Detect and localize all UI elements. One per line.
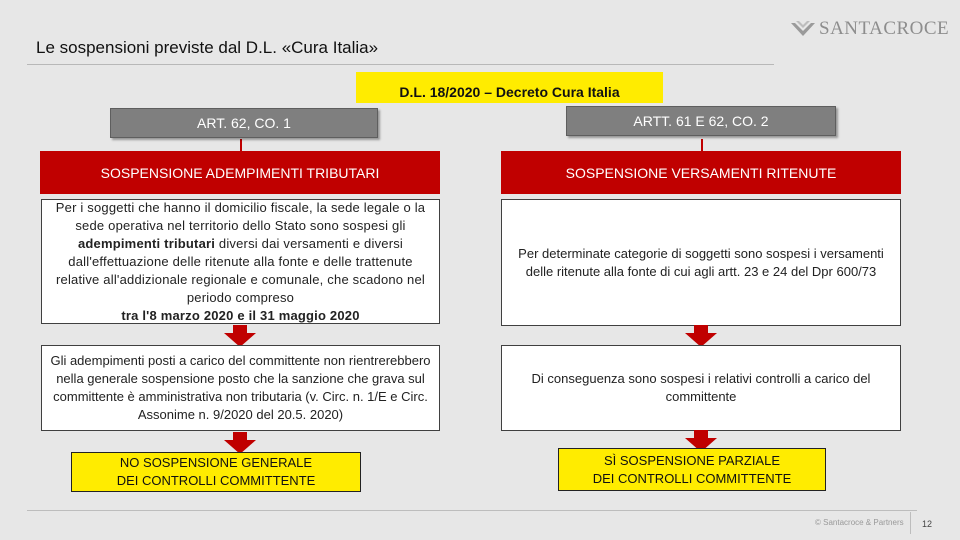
- left-heading-box: SOSPENSIONE ADEMPIMENTI TRIBUTARI: [40, 151, 440, 194]
- left-period-text: tra l'8 marzo 2020 e il 31 maggio 2020: [121, 307, 360, 323]
- page-number: 12: [922, 519, 933, 529]
- left-arrow-down-icon: [224, 325, 256, 347]
- right-heading-box: SOSPENSIONE VERSAMENTI RITENUTE: [501, 151, 901, 194]
- footer-copyright: © Santacroce & Partners: [815, 518, 904, 527]
- left-connector: [240, 139, 242, 151]
- right-note-box: Di conseguenza sono sospesi i relativi controlli a carico del committente: [501, 345, 901, 431]
- logo-text: SANTACROCE: [819, 18, 950, 39]
- right-description-box: Per determinate categorie di soggetti sono sospesi i versamenti delle ritenute alla fonte di cui agli artt. 23 e 24 del Dpr 600/73: [501, 199, 901, 326]
- left-note-box: Gli adempimenti posti a carico del committente non rientrerebbero nella generale sospensione posto che la sanzione che grava sul committente è amministrativa non tributaria (v. Circ. n. 1/E e Circ. Assonime n. 9/2020 del 20.5. 2020): [41, 345, 440, 431]
- right-arrow-down-icon: [685, 325, 717, 347]
- right-article-box: ARTT. 61 E 62, CO. 2: [566, 106, 836, 136]
- adempimenti-highlight: adempimenti tributari: [77, 235, 216, 251]
- left-article-box: ART. 62, CO. 1: [110, 108, 378, 138]
- right-connector: [701, 139, 703, 151]
- footer-divider: [27, 510, 917, 511]
- left-conclusion-box: NO SOSPENSIONE GENERALE DEI CONTROLLI COMMITTENTE: [71, 452, 361, 492]
- left-arrow-down-icon-2: [224, 432, 256, 454]
- title-divider: [27, 64, 774, 65]
- decree-header: D.L. 18/2020 – Decreto Cura Italia: [356, 72, 663, 103]
- left-description-box: [41, 199, 440, 324]
- santacroce-wing-logo-icon: [790, 20, 816, 38]
- santacroce-logo: [790, 18, 949, 40]
- left-description-text: Per i soggetti che hanno il domicilio fiscale, la sede legale o la sede operativa nel territorio dello Stato sono sospesi gli adempimenti tributari diversi dai versamenti e diversi dall'effettuazione delle ritenute alla fonte e delle trattenute relative all'addizionale regionale e comunale, che scadono nel periodo compreso: [55, 199, 426, 305]
- footer-separator: [910, 512, 911, 534]
- page-title: Le sospensioni previste dal D.L. «Cura Italia»: [36, 38, 379, 57]
- right-conclusion-box: SÌ SOSPENSIONE PARZIALE DEI CONTROLLI COMMITTENTE: [558, 448, 826, 491]
